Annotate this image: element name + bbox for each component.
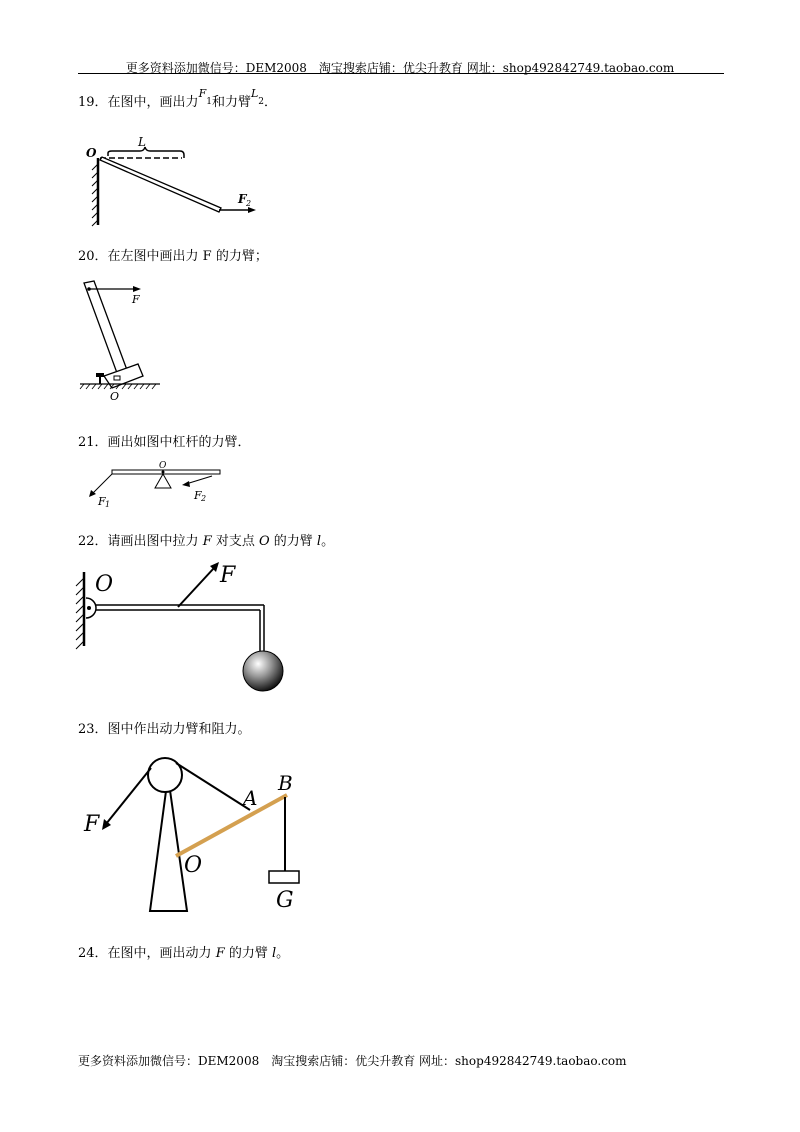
fig21-label-o: O — [159, 461, 167, 471]
q22-sym-f: F — [202, 534, 212, 549]
q22-text-c: 的力臂 — [269, 534, 317, 549]
q24-text-b: 的力臂 — [224, 946, 272, 961]
fig19-label-f: F — [238, 192, 247, 206]
fig19-label-o: O — [86, 146, 97, 160]
q23-number: 23． — [78, 722, 108, 737]
fig21-label-f1: F — [98, 495, 106, 508]
fig23-post — [150, 776, 187, 911]
fig23-weight — [269, 871, 299, 883]
page-header: 更多资料添加微信号：DEM2008 淘宝搜索店铺：优尖升教育 网址：shop492842749.taobao.com — [125, 61, 675, 75]
question-24 — [78, 942, 289, 961]
q19-sub-2: 2 — [258, 96, 264, 107]
q24-text-a: 在图中，画出动力 — [107, 946, 216, 961]
q20-number: 20． — [78, 249, 108, 264]
fig22-label-f: F — [220, 563, 236, 588]
q24-number: 24． — [78, 946, 108, 961]
q23-text: 图中作出动力臂和阻力。 — [107, 722, 251, 737]
fig21-label-f1-sub: 1 — [105, 500, 111, 509]
q24-sym-f: F — [215, 946, 225, 961]
fig21-label-f2-sub: 2 — [201, 494, 207, 503]
q21-number: 21． — [78, 435, 108, 450]
q19-sub-1: 1 — [206, 96, 212, 107]
fig20-label-o: O — [110, 390, 120, 403]
q19-text-b: 和力臂 — [211, 95, 251, 110]
fig23-label-o: O — [184, 853, 203, 878]
fig23-rope-left — [106, 768, 151, 824]
q19-text-a: 在图中，画出力 — [107, 95, 199, 110]
q22-text-a: 请画出图中拉力 — [107, 534, 203, 549]
q24-text-c: 。 — [276, 946, 290, 961]
fig23-rope-right — [176, 763, 250, 810]
q24-sym-l: l — [271, 946, 277, 961]
q20-text: 在左图中画出力 F 的力臂； — [107, 249, 268, 264]
fig23-label-f: F — [84, 812, 100, 837]
fig23-label-g: G — [276, 888, 294, 913]
fig23-label-a: A — [243, 786, 258, 810]
q19-sym-f: F — [198, 87, 207, 100]
fig21-label-f2: F — [194, 489, 202, 502]
fig23-lever-ob — [176, 795, 287, 856]
q22-sym-o: O — [258, 534, 270, 549]
page-footer: 更多资料添加微信号：DEM2008 淘宝搜索店铺：优尖升教育 网址：shop492842749.taobao.com — [78, 1054, 627, 1068]
q19-number: 19． — [78, 95, 108, 110]
fig22-label-o: O — [95, 572, 114, 597]
q19-sym-l: L — [250, 87, 259, 100]
q22-text-d: 。 — [321, 534, 335, 549]
q22-number: 22． — [78, 534, 108, 549]
q21-text: 画出如图中杠杆的力臂． — [107, 435, 251, 450]
fig19-label-l: L — [138, 135, 146, 149]
fig23-label-b: B — [278, 771, 293, 795]
fig20-label-f: F — [132, 293, 140, 306]
q22-sym-l: l — [316, 534, 322, 549]
fig19-label-f-sub: 2 — [246, 199, 252, 208]
q19-text-c: ． — [264, 95, 278, 110]
q22-text-b: 对支点 — [211, 534, 259, 549]
